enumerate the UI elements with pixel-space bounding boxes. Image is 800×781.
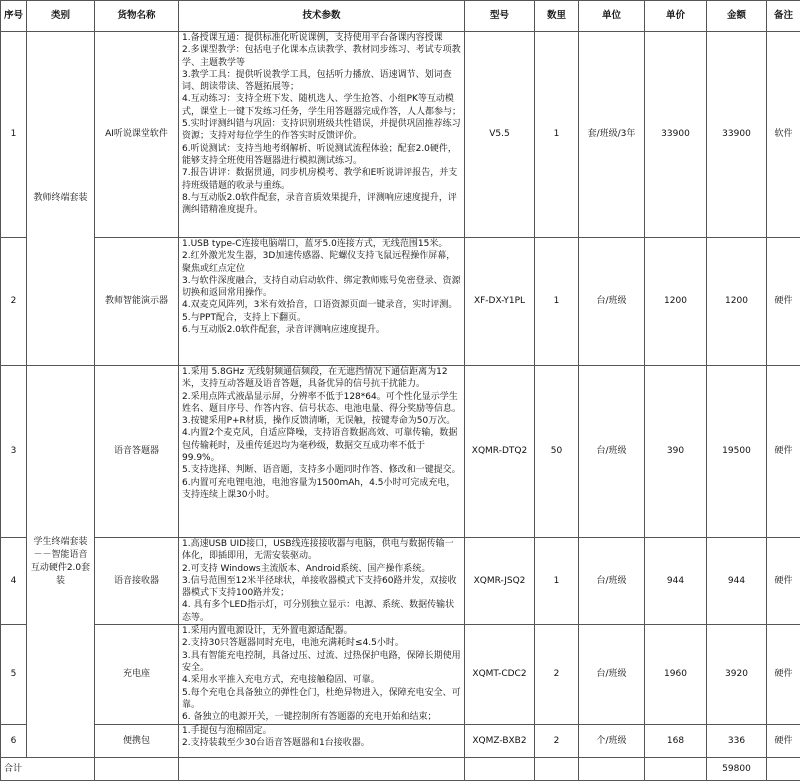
cell-unit: 台/班级 [579,366,645,538]
cell-qty: 1 [535,32,579,238]
spec-line: 2.可支持 Windows主流版本、Android系统、国产操作系统。 [182,563,431,574]
spec-line: 6.听说测试：支持当地考纲解析、听说测试流程体验；配套2.0硬件，能够支持全班使用答题器进行模拟测试练习。 [182,143,457,166]
total-empty [95,758,179,781]
total-empty [645,758,707,781]
cell-seq: 2 [1,238,27,366]
cell-amount: 1200 [707,238,767,366]
cell-remark: 软件 [767,32,800,238]
spec-line: 5.每个充电仓具备独立的弹性仓门，杜绝异物进入，保障充电安全、可靠。 [182,687,461,710]
cell-model: XQMR-JSQ2 [465,538,535,625]
table-row [1,625,800,725]
cell-seq: 6 [1,725,27,758]
cell-seq: 5 [1,625,27,725]
spec-line: 1.USB type-C连接电脑端口，蓝牙5.0连接方式，无线范围15米。 [182,239,448,249]
spec-line: 4.互动练习：支持全班下发、随机选人、学生抢答、小组PK等互动模式，课堂上一键下发练习任务，学生用答题器完成作答，人人都参与； [182,94,462,117]
spec-line: 5.与PPT配合，支持上下翻页。 [182,312,306,323]
header-seq: 序号 [1,1,27,32]
spec-line: 3.具有智能充电控制，具备过压、过流、过热保护电路，保障长期使用安全。 [182,650,461,673]
total-label: 合计 [1,758,95,781]
cell-name: 充电座 [95,625,179,725]
cell-remark: 硬件 [767,366,800,538]
spec-line: 1.高速USB UID接口，USB线连接接收器与电脑，供电与数据传输一体化，即插即用，无需安装驱动。 [182,539,454,562]
cell-qty: 2 [535,625,579,725]
cell-model: V5.5 [465,32,535,238]
cell-unit: 套/班级/3年 [579,32,645,238]
header-spec: 技术参数 [179,1,465,32]
table-row [1,238,800,366]
cell-name: AI听说课堂软件 [95,32,179,238]
cell-spec [179,238,465,366]
cell-model: XQMZ-BXB2 [465,725,535,758]
cell-amount: 3920 [707,625,767,725]
spec-line: 1.采用 5.8GHz 无线射频通信频段，在无遮挡情况下通信距离为12米，支持互动答题及语音答题，具备优异的信号抗干扰能力。 [182,367,448,390]
cell-name: 语音答题器 [95,366,179,538]
cell-amount: 336 [707,725,767,758]
total-amount: 59800 [707,758,767,781]
cell-spec [179,725,465,758]
cell-spec [179,32,465,238]
spec-line: 1.手提包与泡棉固定。 [182,726,272,737]
cell-unit: 台/班级 [579,238,645,366]
spec-line: 3.与软件深度融合，支持自动启动软件、绑定教师账号免密登录、资源切换和返回常用操作。 [182,275,461,299]
cell-unit: 台/班级 [579,538,645,625]
header-name: 货物名称 [95,1,179,32]
category-teacher: 教师终端套装 [27,32,95,366]
cell-model: XQMT-CDC2 [465,625,535,725]
cell-name: 教师智能演示器 [95,238,179,366]
spec-line: 4. 具有多个LED指示灯，可分别独立显示：电源、系统、数据传输状态等。 [182,600,455,623]
cell-amount: 33900 [707,32,767,238]
spec-line: 2.多课型教学：包括电子化课本点读教学、教材同步练习、考试专项教学、主题教学等 [182,45,461,68]
spec-line: 4.内置2个麦克风，自适应降噪，支持语音数据高效、可靠传输，数据包传输耗时，及重传延迟均为毫秒级，数据交互成功率不低于99.9%。 [182,428,458,464]
spec-line: 8.与互动版2.0软件配套，录音音质效果提升，评测响应速度提升，评测纠错精准度提升。 [182,192,457,216]
total-empty [579,758,645,781]
spec-line: 1.采用内置电源设计，无外置电源适配器。 [182,626,353,637]
cell-model: XQMR-DTQ2 [465,366,535,538]
header-price: 单价 [645,1,707,32]
spec-line: 6.内置可充电锂电池，电池容量为1500mAh，4.5小时可完成充电，支持连续上课30小时。 [182,477,456,500]
cell-amount: 19500 [707,366,767,538]
cell-price: 33900 [645,32,707,238]
cell-remark: 硬件 [767,625,800,725]
cell-seq: 1 [1,32,27,238]
spec-line: 5.支持选择、判断、语音题，支持多小题同时作答、修改和一键提交。 [182,465,461,476]
spec-line: 4.双麦克风阵列，3米有效拾音，口语资源页面一键录音，实时评测。 [182,300,458,311]
cell-unit: 台/班级 [579,625,645,725]
cell-qty: 2 [535,725,579,758]
category-student: 学生终端套装－－智能语音互动硬件2.0套装 [27,366,95,758]
cell-amount: 944 [707,538,767,625]
cell-model: XF-DX-Y1PL [465,238,535,366]
spec-line: 2.红外激光发生器，3D加速传感器、陀螺仪支持飞鼠远程操作屏幕，聚焦或红点定位 [182,251,456,274]
header-remark: 备注 [767,1,800,32]
cell-seq: 4 [1,538,27,625]
spec-line: 3.信号范围至12米半径球状，单接收器模式下支持60路并发，双接收器模式下支持100路并发； [182,575,457,599]
header-model: 型号 [465,1,535,32]
table-row [1,538,800,625]
cell-price: 1200 [645,238,707,366]
cell-remark: 硬件 [767,538,800,625]
spec-line: 6. 备独立的电源开关，一键控制所有答题器的充电开始和结束； [182,712,437,723]
cell-seq: 3 [1,366,27,538]
cell-unit: 个/班级 [579,725,645,758]
total-row [1,758,800,781]
spec-line: 5.实时评测纠错与巩固：支持识别班级共性错误，并提供巩固推荐练习资源；支持对每位学生的作答实时反馈评价。 [182,119,461,142]
cell-spec [179,625,465,725]
spec-line: 3.教学工具：提供听说教学工具，包括听力播放、语速调节、划词查词、朗读带读、答题拓展等； [182,69,452,93]
total-empty [535,758,579,781]
table-row [1,32,800,238]
cell-name: 语音接收器 [95,538,179,625]
cell-price: 944 [645,538,707,625]
header-amount: 金额 [707,1,767,32]
cell-remark: 硬件 [767,725,800,758]
total-empty [465,758,535,781]
cell-qty: 50 [535,366,579,538]
header-category: 类别 [27,1,95,32]
spec-line: 4.采用水平推入充电方式，充电接触稳固、可靠。 [182,675,380,686]
header-qty: 数里 [535,1,579,32]
spec-line: 2.支持装载至少30台语音答题器和1台接收器。 [182,738,370,749]
spec-line: 1.备授课互通：提供标准化听说课例，支持使用平台备课内容授课 [182,33,443,43]
cell-qty: 1 [535,238,579,366]
spec-line: 2.采用点阵式液晶显示屏，分辨率不低于128*64。可个性化显示学生姓名、题目序号、作答内容、信号状态、电池电量、得分奖励等信息。 [182,391,462,414]
cell-price: 390 [645,366,707,538]
total-empty [179,758,465,781]
spec-line: 6.与互动版2.0软件配套，录音评测响应速度提升。 [182,325,385,336]
header-unit: 单位 [579,1,645,32]
spec-line: 7.报告讲评：数据贯通，同步机房模考、教学和E听说讲评报告，并支持班级错题的收录与重练。 [182,168,458,191]
cell-qty: 1 [535,538,579,625]
cell-remark: 硬件 [767,238,800,366]
spec-line: 3.按键采用P+R材质，操作反馈清晰，无误触，按键寿命为50万次。 [182,416,456,427]
total-empty [767,758,800,781]
header-row [1,1,800,32]
cell-spec [179,366,465,538]
cell-name: 便携包 [95,725,179,758]
spec-line: 2.支持30只答题器同时充电，电池充满耗时≤4.5小时。 [182,638,404,649]
cell-price: 168 [645,725,707,758]
cell-price: 1960 [645,625,707,725]
table-row [1,366,800,538]
cell-spec [179,538,465,625]
table-row [1,725,800,758]
